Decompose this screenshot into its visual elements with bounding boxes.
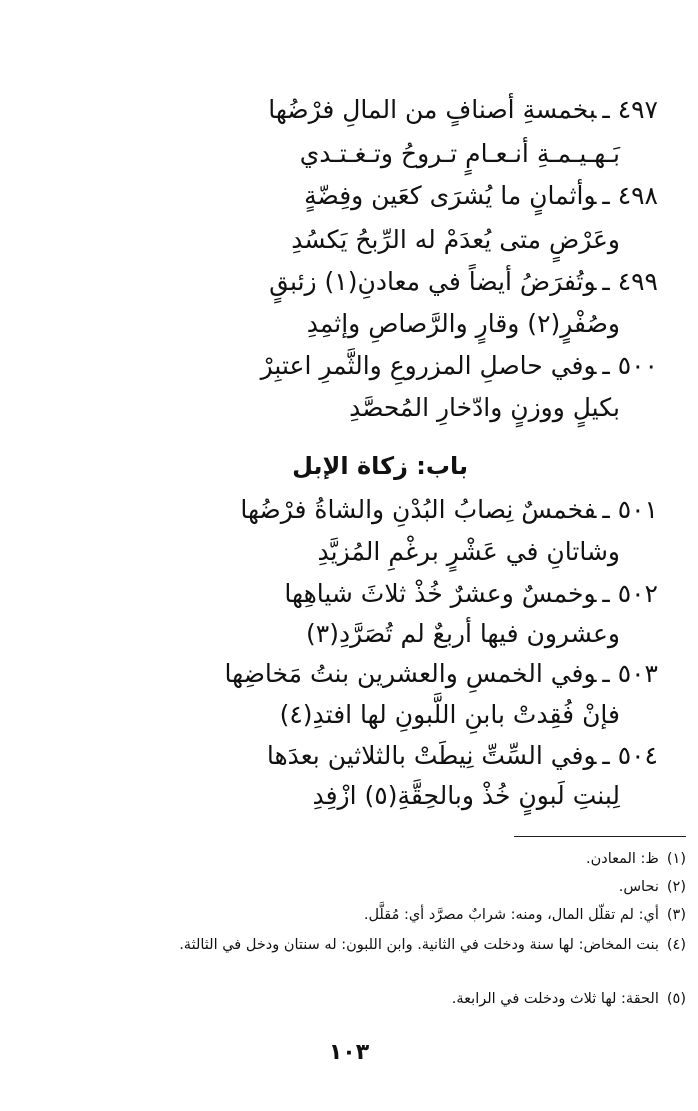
verse-text: وتُفرَضُ أيضاً في معادنِ(١) زئبقٍ — [269, 267, 597, 296]
page-number: ١٠٣ — [328, 1040, 370, 1065]
footnote-3 — [46, 904, 686, 927]
verse-503-second: فإنْ فُقِدتْ بابنِ اللَّبونِ لها افتدِ(٤) — [279, 700, 620, 729]
verse-text: بخمسةِ أصنافٍ من المالِ فرْضُها — [268, 95, 597, 124]
footnote-number: (٢) — [666, 879, 686, 895]
verse-504-first — [267, 738, 658, 774]
verse-text: وخمسٌ وعشرٌ خُذْ ثلاثَ شياهِها — [284, 579, 597, 608]
verse-503-first — [225, 656, 658, 692]
footnote-4 — [46, 934, 686, 957]
footnote-number: (١) — [666, 851, 686, 867]
footnote-text: نحاس. — [618, 879, 659, 895]
verse-number: ٤٩٨ ـ — [602, 181, 658, 210]
verse-502-second: وعشرون فيها أربعٌ لم تُصَرَّدِ(٣) — [306, 619, 620, 648]
verse-504-second: لِبنتِ لَبونٍ خُذْ وبالحِقَّةِ(٥) ازْفِدِ — [312, 781, 620, 810]
verse-502-first — [284, 576, 658, 612]
footnote-number: (٤) — [666, 937, 686, 953]
verse-500-second: بكيلٍ ووزنٍ وادّخارِ المُحصَّدِ — [349, 393, 620, 422]
verse-text: وأثمانٍ ما يُشرَى كعَين وفِضّةٍ — [304, 181, 597, 210]
verse-number: ٥٠١ ـ — [602, 495, 658, 524]
footnote-rule — [514, 836, 686, 837]
footnote-1 — [46, 848, 686, 871]
verse-499-second: وصُفْرٍ(٢) وقارٍ والرَّصاصِ وإثمِدِ — [306, 309, 620, 338]
verse-499-first — [269, 264, 658, 300]
verse-number: ٥٠٤ ـ — [602, 741, 658, 770]
verse-text: فخمسٌ نِصابُ البُدْنِ والشاةُ فرْضُها — [240, 495, 597, 524]
verse-number: ٥٠٢ ـ — [602, 579, 658, 608]
footnote-text: أي: لم تقلّل المال، ومنه: شرابٌ مصرَّد أي: مُقلَّل. — [363, 907, 659, 923]
verse-number: ٤٩٩ ـ — [602, 267, 658, 296]
verse-number: ٤٩٧ ـ — [602, 95, 658, 124]
verse-number: ٥٠٣ ـ — [602, 659, 658, 688]
verse-498-second: وعَرْضٍ متى يُعدَمْ له الرِّبحُ يَكسُدِ — [291, 225, 620, 254]
verse-500-first — [261, 348, 658, 384]
footnote-text: بنت المخاض: لها سنة ودخلت في الثانية. وابن اللبون: له سنتان ودخل في الثالثة. — [179, 937, 659, 953]
footnote-5 — [46, 988, 686, 1011]
section-heading: باب: زكاة الإبل — [292, 452, 468, 480]
footnote-number: (٥) — [666, 991, 686, 1007]
verse-498-first — [304, 178, 658, 214]
verse-501-second: وشاتانِ في عَشْرٍ برغْمِ المُزيَّدِ — [317, 537, 620, 566]
verse-text: وفي حاصلِ المزروعِ والثَّمرِ اعتبِرْ — [260, 351, 597, 380]
verse-text: وفي السِّتِّ نِيطَتْ بالثلاثين بعدَها — [266, 741, 597, 770]
verse-497-second: بَـهـيـمـةِ أنـعـامٍ تـروحُ وتـغـتـدي — [299, 139, 620, 168]
footnote-number: (٣) — [666, 907, 686, 923]
verse-number: ٥٠٠ ـ — [602, 351, 658, 380]
footnote-text: ظ: المعادن. — [585, 851, 659, 867]
verse-501-first — [240, 492, 658, 528]
verse-text: وفي الخمسِ والعشرين بنتُ مَخاضِها — [224, 659, 597, 688]
footnote-2 — [46, 876, 686, 899]
footnote-text: الحقة: لها ثلاث ودخلت في الرابعة. — [451, 991, 659, 1007]
verse-497-first — [268, 92, 658, 128]
